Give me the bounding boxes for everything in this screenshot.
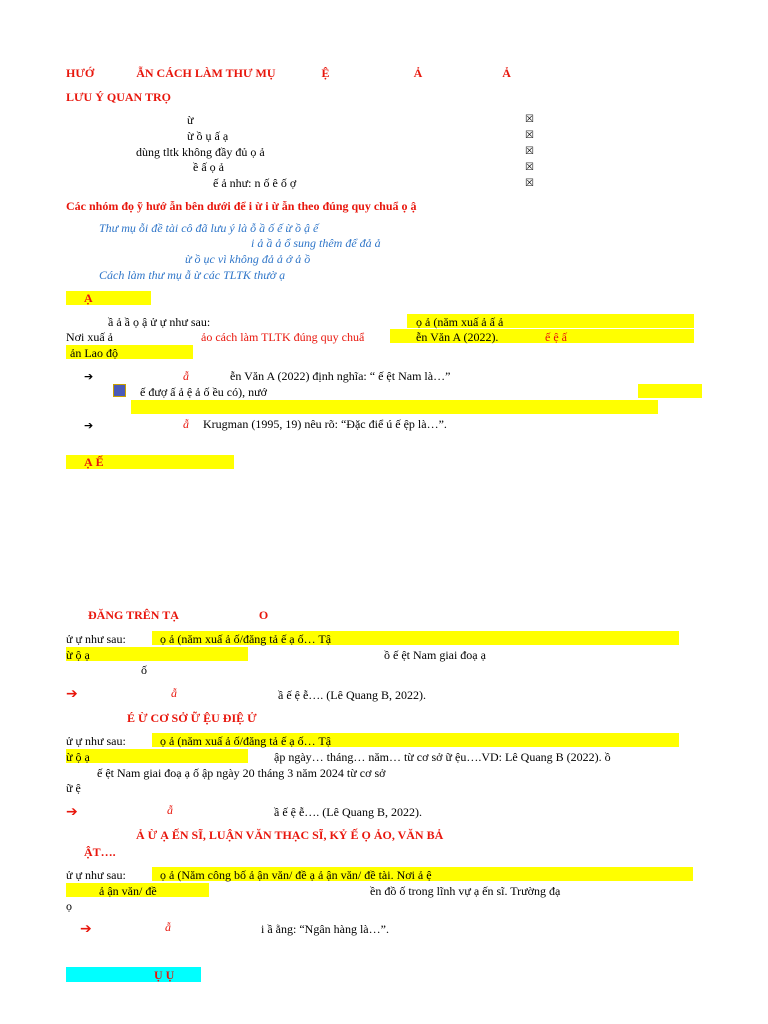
section-3-example: ầ ế ệ ễ…. (Lê Quang B, 2022). bbox=[278, 688, 426, 702]
document-title bbox=[66, 66, 511, 80]
section-4-intro: ử ự như sau: bbox=[66, 734, 126, 748]
title-part-5: Ả bbox=[502, 66, 511, 80]
footer-highlight bbox=[66, 967, 201, 982]
title-part-2: ẪN CÁCH LÀM THƯ MỤ bbox=[136, 66, 276, 80]
checkbox-icon[interactable]: ☒ bbox=[525, 178, 534, 189]
note-line-1: Thư mụ ỗi đề tài cô đã lưu ý là ỗ ầ ố ế ừ ồ ậ ế bbox=[99, 221, 319, 235]
title-part-4: Ả bbox=[413, 66, 423, 80]
line-highlight bbox=[66, 647, 248, 661]
line-highlight bbox=[66, 749, 248, 763]
section-5-label: Ả Ừ Ạ ẾN SĨ, LUẬN VĂN THẠC SĨ, KỶ Ế Ọ ẢO, VĂN BẢ bbox=[136, 828, 444, 842]
bullet-1b-text: ế đượ ấ ả ệ ả ố ều có), nướ bbox=[140, 385, 267, 399]
checklist-item-5: ế ả như: n ố ê ố ợ bbox=[213, 176, 297, 190]
section-1-line2-red: ảo cách làm TLTK đúng quy chuẩ bbox=[201, 330, 365, 344]
section-4-line2-hl: ừ ộ ạ bbox=[66, 750, 90, 764]
section-5-line2-end: ền đồ ố trong lĩnh vự ạ ến sĩ. Trường đạ bbox=[370, 884, 561, 898]
example-label: ẫ bbox=[171, 686, 177, 700]
section-4-format: ọ ả (năm xuấ ả ố/đăng tả ế ạ ố… Tậ bbox=[160, 734, 332, 748]
bullet-1-text: ễn Văn A (2022) định nghĩa: “ ế ệt Nam là…” bbox=[230, 369, 451, 383]
section-3-label-a: ĐĂNG TRÊN TẠ bbox=[88, 608, 179, 622]
section-1-format: ọ ả (năm xuấ ả ấ ả bbox=[416, 315, 504, 329]
section-1-line2-hl: ễn Văn A (2022). bbox=[416, 330, 499, 344]
checkbox-icon[interactable]: ☒ bbox=[525, 114, 534, 125]
arrow-icon: ➔ bbox=[84, 370, 94, 383]
title-part-1: HƯỚ bbox=[66, 66, 95, 80]
example-label: ẫ bbox=[165, 920, 171, 934]
line-highlight bbox=[638, 384, 702, 398]
section-1-line2-start: Nơi xuấ ả bbox=[66, 330, 113, 344]
section-2-label: Ạ Ế bbox=[84, 455, 104, 469]
section-5-line3: ọ bbox=[66, 899, 72, 913]
section-4-line4: ữ ệ bbox=[66, 781, 81, 795]
pen-icon bbox=[113, 384, 126, 400]
section-3-label-b: O bbox=[258, 608, 269, 622]
section-1-label: Ạ bbox=[84, 291, 93, 305]
footer-label: Ụ Ụ bbox=[154, 968, 175, 982]
line-highlight bbox=[131, 400, 658, 414]
section-3-line3: ố bbox=[141, 663, 147, 677]
arrow-icon: ➔ bbox=[80, 921, 92, 937]
section-3-line2-hl: ừ ộ ạ bbox=[66, 648, 90, 662]
example-label: ẫ bbox=[167, 803, 173, 817]
section-5-line2-hl: ả ận văn/ đề bbox=[99, 884, 157, 898]
checklist-item-1: ừ bbox=[187, 113, 194, 127]
section-4-line3: ế ệt Nam giai đoạ ạ ố ập ngày 20 tháng 3 năm 2024 từ cơ sở bbox=[97, 766, 386, 780]
section-3-line2-end: ồ ế ệt Nam giai đoạ ạ bbox=[384, 648, 486, 662]
checklist-item-4: ề ấ ọ ả bbox=[193, 160, 224, 174]
section-highlight bbox=[66, 291, 151, 305]
section-5-format: ọ ả (Năm công bố ả ận văn/ đề ạ ả ận văn/ đề tài. Nơi ả ệ bbox=[160, 868, 432, 882]
section-4-example: ầ ế ệ ễ…. (Lê Quang B, 2022). bbox=[274, 805, 422, 819]
example-label: ẫ bbox=[183, 369, 189, 383]
checklist-item-2: ừ ồ ụ ấ ạ bbox=[187, 129, 229, 143]
checkbox-icon[interactable]: ☒ bbox=[525, 130, 534, 141]
note-line-2: i ả ầ ả ổ sung thêm để đả ả bbox=[251, 236, 381, 250]
section-5-label-2: ẬT…. bbox=[84, 845, 116, 859]
groups-heading: Các nhóm đọ ỹ hướ ẫn bên dưới để i ừ i ừ ẫn theo đúng quy chuẩ ọ ậ bbox=[66, 199, 417, 213]
title-part-3: Ệ bbox=[321, 66, 330, 80]
section-4-line2-end: ập ngày… tháng… năm… từ cơ sở ữ ệu….VD: Lê Quang B (2022). ồ bbox=[274, 750, 611, 764]
note-line-4: Cách làm thư mụ ẫ ừ các TLTK thườ ạ bbox=[99, 268, 286, 282]
section-1-intro: ầ ả ầ ọ ậ ử ự như sau: bbox=[108, 315, 211, 329]
checkbox-icon[interactable]: ☒ bbox=[525, 162, 534, 173]
checkbox-icon[interactable]: ☒ bbox=[525, 146, 534, 157]
bullet-2-text: Krugman (1995, 19) nêu rõ: “Đặc điể ú ế ệp là…”. bbox=[203, 417, 447, 431]
section-3-format: ọ ả (năm xuấ ả ố/đăng tả ế ạ ố… Tậ bbox=[160, 632, 332, 646]
section-1-line2-end: ế ệ ấ bbox=[545, 330, 567, 344]
section-3-intro: ử ự như sau: bbox=[66, 632, 126, 646]
arrow-icon: ➔ bbox=[66, 804, 78, 820]
note-line-3: ừ ồ ục vì không đả ả ớ ả ồ bbox=[185, 252, 311, 266]
section-5-example: i ầ ằng: “Ngân hàng là…”. bbox=[261, 922, 389, 936]
arrow-icon: ➔ bbox=[84, 419, 94, 432]
checklist-item-3: dùng tltk không đầy đủ ọ ả bbox=[136, 145, 265, 159]
section-3-label bbox=[88, 608, 268, 622]
section-5-intro: ử ự như sau: bbox=[66, 868, 126, 882]
section-1-line3: ản Lao độ bbox=[70, 346, 118, 360]
arrow-icon: ➔ bbox=[66, 686, 78, 702]
subtitle: LƯU Ý QUAN TRỌ bbox=[66, 90, 172, 104]
section-4-label: É Ừ CƠ SỞ Ữ ỆU ĐIỆ Ử bbox=[127, 711, 257, 725]
example-label: ẫ bbox=[183, 417, 189, 431]
